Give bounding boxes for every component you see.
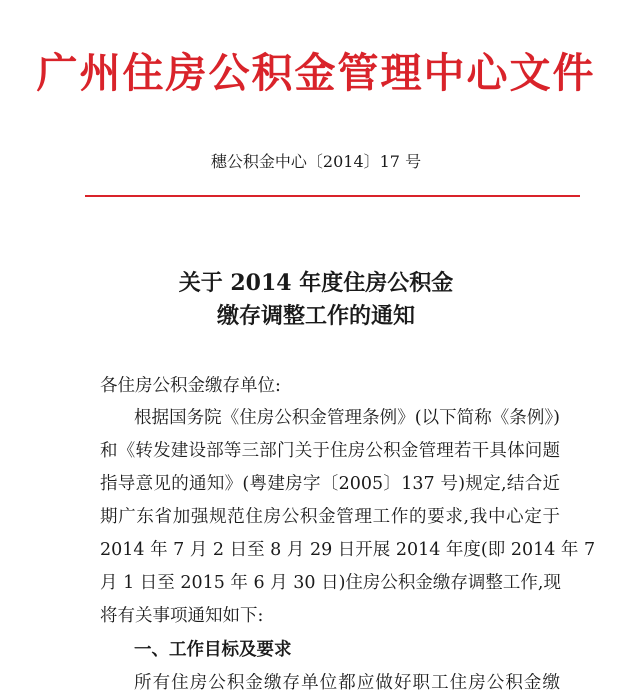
paragraph-line: 指导意见的通知》(粤建房字〔2005〕137 号)规定,结合近 xyxy=(100,474,560,494)
paragraph-line: 根据国务院《住房公积金管理条例》(以下简称《条例》) xyxy=(134,408,560,428)
notice-title-line-1: 关于 2014 年度住房公积金 xyxy=(178,270,454,296)
paragraph-line: 月 1 日至 2015 年 6 月 30 日)住房公积金缴存调整工作,现 xyxy=(100,573,561,593)
paragraph-line: 2014 年 7 月 2 日至 8 月 29 日开展 2014 年度(即 2014 年 7 xyxy=(100,540,596,560)
red-rule-divider xyxy=(85,195,580,197)
masthead-title: 广州住房公积金管理中心文件 xyxy=(36,49,596,97)
salutation: 各住房公积金缴存单位: xyxy=(100,376,281,396)
paragraph-line: 将有关事项通知如下: xyxy=(100,606,264,626)
section-heading: 一、工作目标及要求 xyxy=(134,640,292,660)
paragraph-line: 所有住房公积金缴存单位都应做好职工住房公积金缴 xyxy=(134,673,560,693)
paragraph-line: 和《转发建设部等三部门关于住房公积金管理若干具体问题 xyxy=(100,441,560,461)
document-number: 穗公积金中心〔2014〕17 号 xyxy=(210,152,422,171)
paragraph-line: 期广东省加强规范住房公积金管理工作的要求,我中心定于 xyxy=(100,507,560,527)
notice-title-line-2: 缴存调整工作的通知 xyxy=(216,303,415,329)
